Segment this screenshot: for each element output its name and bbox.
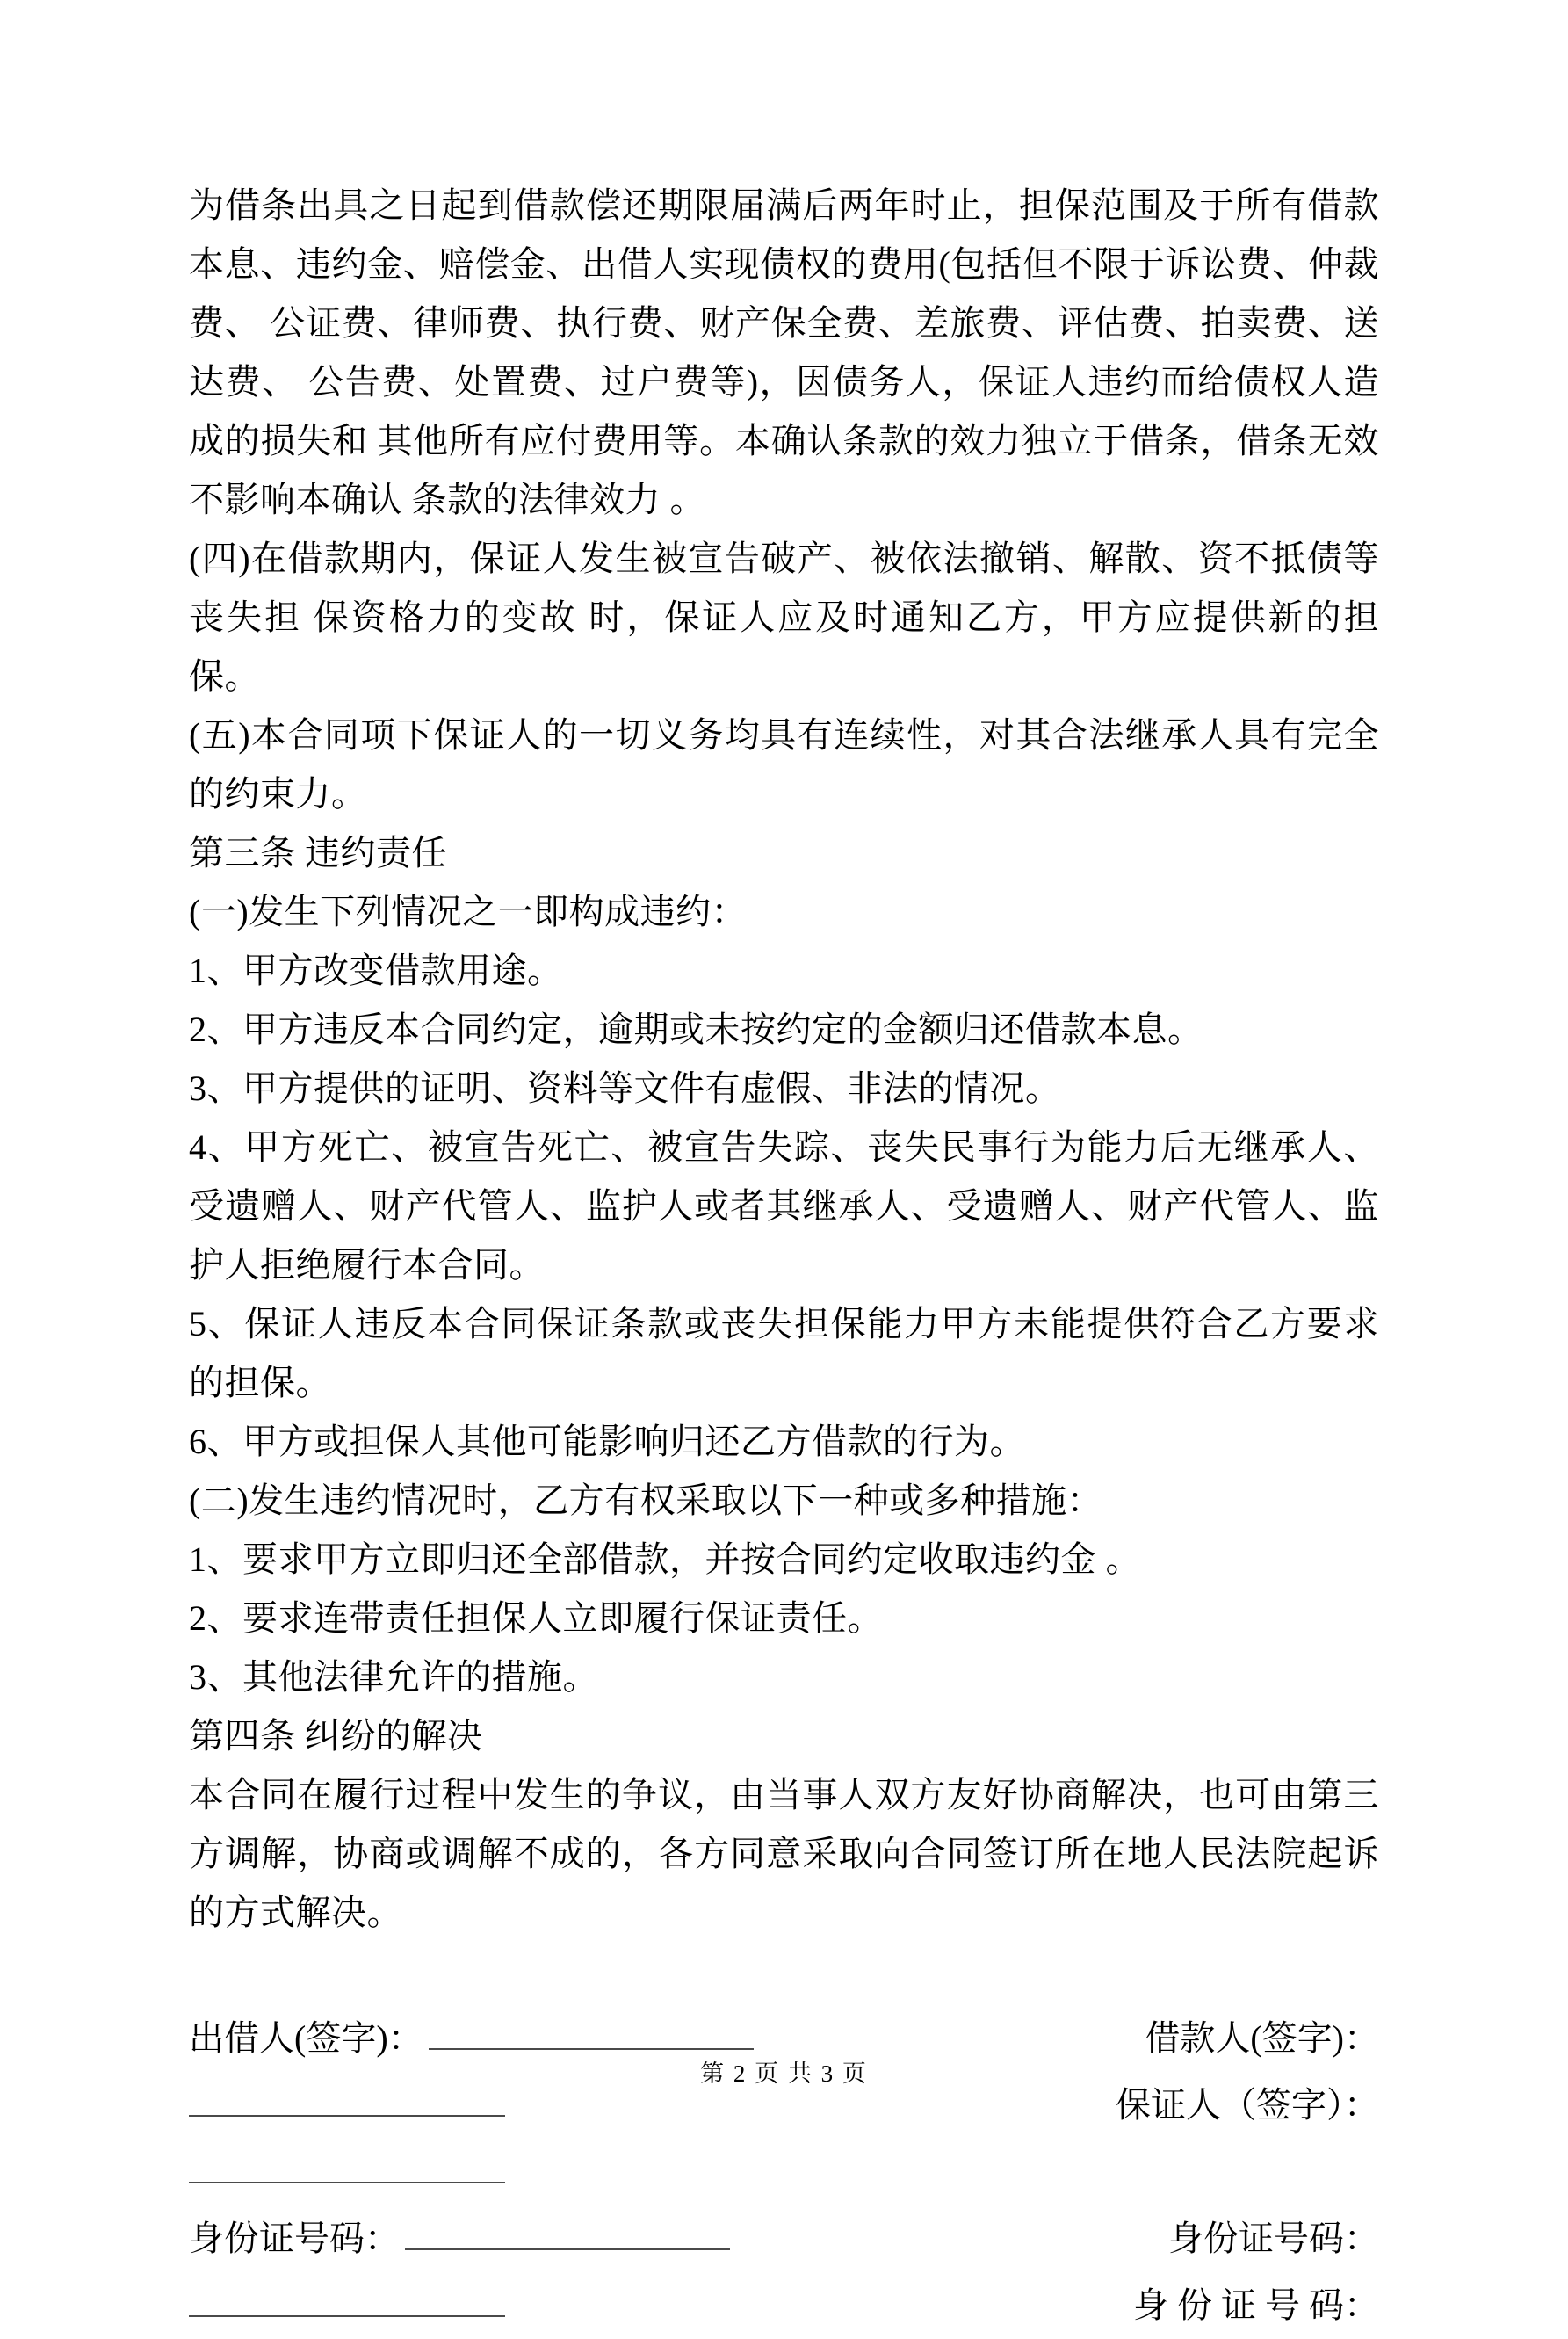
remedy-item-2: 2、要求连带责任担保人立即履行保证责任。 — [189, 1598, 883, 1638]
lender-signature-line-2 — [189, 2106, 505, 2117]
lender-signature-line-3 — [189, 2173, 505, 2183]
remedy-item-1: 1、要求甲方立即归还全部借款，并按合同约定收取违约金 。 — [189, 1539, 1141, 1579]
section-heading-article-4: 第四条 纠纷的解决 — [189, 1716, 483, 1756]
contract-body — [189, 176, 1379, 1942]
breach-item-2: 2、甲方违反本合同约定，逾期或未按约定的金额归还借款本息。 — [189, 1010, 1203, 1049]
signature-row-3 — [189, 2139, 1379, 2205]
guarantor-id-label: 身 份 证 号 码： — [1133, 2285, 1379, 2325]
lender-id-extra-line-block — [189, 2272, 505, 2339]
contract-clause-5: (五)本合同项下保证人的一切义务均具有连续性，对其合法继承人具有完全的约束力。 — [189, 715, 1379, 814]
lender-signature-label: 出借人(签字)： — [189, 2018, 423, 2058]
breach-item-3: 3、甲方提供的证明、资料等文件有虚假、非法的情况。 — [189, 1068, 1061, 1108]
lender-signature-line — [429, 2039, 754, 2050]
contract-paragraph: 为借条出具之日起到借款偿还期限届满后两年时止，担保范围及于所有借款 本息、违约金、赔偿金、出借人实现债权的费用(包括但不限于诉讼费、仲裁费、 公证费、律师费、执行费、财产保全费、差旅费、评估费、拍卖费、送达费、 公告费、处置费、过户费等)，因债务人，保证人违约而给债权人造成的损失和 其他所有应付费用等。本确认条款的效力独立于借条，借条无效不影响本确认 条款的法律效力 。 — [189, 185, 1379, 519]
lender-id-line — [405, 2240, 730, 2250]
breach-item-1: 1、甲方改变借款用途。 — [189, 951, 563, 990]
signature-row-4 — [189, 2205, 1379, 2272]
lender-id-label: 身份证号码： — [189, 2219, 400, 2258]
borrower-id-label: 身份证号码： — [1168, 2219, 1379, 2258]
breach-item-5: 5、保证人违反本合同保证条款或丧失担保能力甲方未能提供符合乙方要求的担保。 — [189, 1304, 1379, 1402]
signature-row-5 — [189, 2272, 1379, 2339]
lender-id-line-2 — [189, 2306, 505, 2317]
section-heading-article-3: 第三条 违约责任 — [189, 833, 447, 873]
guarantor-signature-label: 保证人（签字）： — [1116, 2085, 1379, 2125]
breach-item-6: 6、甲方或担保人其他可能影响归还乙方借款的行为。 — [189, 1422, 1025, 1461]
contract-clause-4: (四)在借款期内，保证人发生被宣告破产、被依法撤销、解散、资不抵债等丧失担 保资格力的变故 时，保证人应及时通知乙方，甲方应提供新的担保。 — [189, 539, 1379, 696]
breach-intro: (一)发生下列情况之一即构成违约： — [189, 892, 748, 931]
breach-item-4: 4、甲方死亡、被宣告死亡、被宣告失踪、丧失民事行为能力后无继承人、受遗赠人、财产代管人、监护人或者其继承人、受遗赠人、财产代管人、监护人拒绝履行本合同。 — [189, 1127, 1379, 1285]
guarantor-id-block — [1133, 2272, 1379, 2339]
page-footer: 第 2 页 共 3 页 — [700, 2060, 868, 2087]
remedies-intro: (二)发生违约情况时，乙方有权采取以下一种或多种措施： — [189, 1481, 1103, 1520]
lender-id-block — [189, 2205, 730, 2272]
remedy-item-3: 3、其他法律允许的措施。 — [189, 1657, 598, 1697]
borrower-signature-label: 借款人(签字)： — [1145, 2018, 1379, 2058]
lender-extra-line-2-block — [189, 2139, 505, 2205]
dispute-resolution-paragraph: 本合同在履行过程中发生的争议，由当事人双方友好协商解决，也可由第三方调解，协商或调解不成的，各方同意采取向合同签订所在地人民法院起诉的方式解决。 — [189, 1775, 1379, 1932]
borrower-id-block — [1168, 2205, 1379, 2272]
